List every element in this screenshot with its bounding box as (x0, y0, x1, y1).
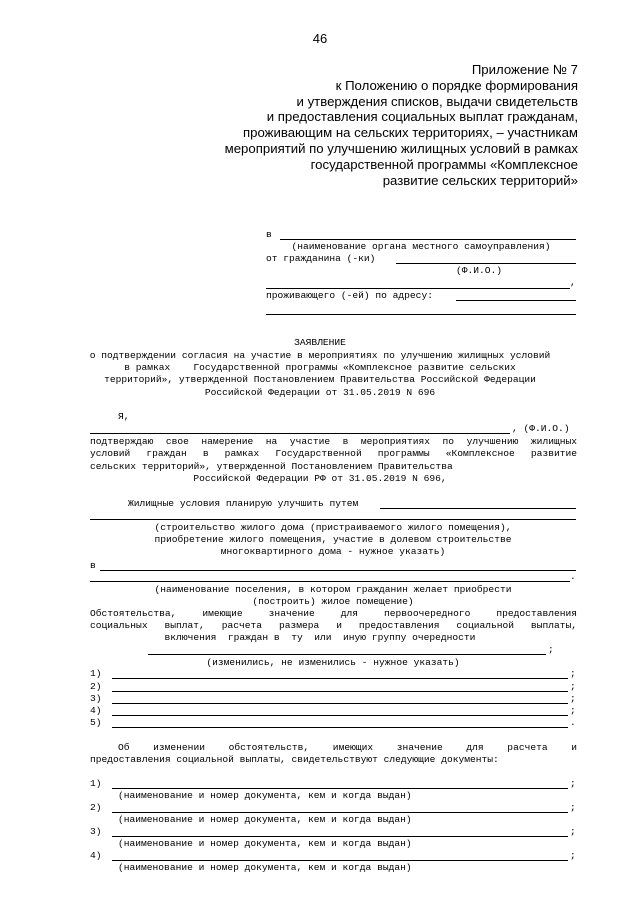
circumstances-line: социальных выплат, расчета размера и предоставления социальной выплаты, (90, 620, 577, 631)
list-item-end: ; (570, 681, 576, 692)
comma: , (570, 277, 576, 288)
confirm-line: подтверждаю свое намерение на участие в мероприятиях по улучшению жилищных (90, 436, 577, 447)
appendix-line: и утверждения списков, выдачи свидетельств (296, 93, 578, 109)
list-item-number: 4) (90, 705, 102, 716)
fio-hint: (Ф.И.О.) (456, 265, 503, 276)
confirm-line: сельских территорий», утвержденной Постановлением Правительства (90, 461, 453, 472)
appendix-line: развитие сельских территорий» (382, 172, 578, 188)
doc-hint: (наименование и номер документа, кем и когда выдан) (118, 862, 412, 873)
docs-line: Об изменении обстоятельств, имеющих значение для расчета и (118, 742, 577, 753)
circumstances-line: Обстоятельства, имеющие значение для первоочередного предоставления (90, 608, 577, 619)
appendix-header (158, 62, 578, 188)
to-prefix: в (266, 229, 272, 240)
organ-hint: (наименование органа местного самоуправления) (291, 241, 551, 252)
confirm-line: условий граждан в рамках Государственной программы «Комплексное развитие (90, 448, 577, 459)
list-item-field[interactable] (112, 703, 568, 704)
settlement-field-2[interactable] (90, 581, 570, 582)
doc-end: ; (570, 778, 576, 789)
changed-hint: (изменились, не изменились - нужное указать) (206, 657, 460, 668)
period: . (570, 571, 576, 582)
in-prefix: в (90, 560, 96, 571)
ya-label: Я, (118, 411, 130, 422)
settlement-hint: (наименование поселения, в котором гражданин желает приобрести (154, 584, 512, 595)
appendix-line: государственной программы «Комплексное (310, 156, 578, 172)
page-number: 46 (312, 31, 328, 46)
list-item-end: ; (570, 693, 576, 704)
plan-hint: (строительство жилого дома (пристраиваемого жилого помещения), (154, 522, 512, 533)
list-item-end: ; (570, 705, 576, 716)
list-item-number: 2) (90, 681, 102, 692)
doc-hint: (наименование и номер документа, кем и когда выдан) (118, 838, 412, 849)
appendix-line: Приложение № 7 (471, 62, 578, 77)
semicolon: ; (548, 644, 554, 655)
confirm-last: Российской Федерации РФ от 31.05.2019 N 696, (193, 473, 447, 484)
fio-suffix: , (Ф.И.О.) (512, 423, 570, 434)
address-field-2[interactable] (266, 314, 576, 315)
doc-field[interactable] (112, 860, 568, 861)
doc-end: ; (570, 850, 576, 861)
citizen-name-field[interactable] (396, 263, 576, 264)
plan-field-2[interactable] (90, 519, 576, 520)
organ-name-field[interactable] (280, 239, 576, 240)
appendix-line: к Положению о порядке формирования (335, 77, 578, 93)
doc-hint: (наименование и номер документа, кем и когда выдан) (118, 790, 412, 801)
plan-hint: многоквартирного дома - нужное указать) (220, 546, 446, 557)
doc-hint: (наименование и номер документа, кем и когда выдан) (118, 814, 412, 825)
doc-item-number: 1) (90, 778, 102, 789)
settlement-field[interactable] (100, 570, 576, 571)
applicant-name-field[interactable] (90, 433, 510, 434)
circumstances-last: включения граждан в ту или иную группу очередности (164, 632, 476, 643)
appendix-line: мероприятий по улучшению жилищных условий в рамках (224, 140, 578, 156)
list-item-number: 1) (90, 668, 102, 679)
list-item-field[interactable] (112, 678, 568, 679)
citizen-name-field-2[interactable] (266, 288, 570, 289)
docs-last: предоставления социальной выплаты, свидетельствуют следующие документы: (90, 754, 499, 765)
plan-hint: приобретение жилого помещения, участие в долевом строительстве (154, 534, 512, 545)
title-line: территорий», утвержденной Постановлением Правительства Российской Федерации (104, 374, 536, 385)
plan-text: Жилищные условия планирую улучшить путем (128, 498, 359, 509)
doc-item-number: 2) (90, 802, 102, 813)
address-label: проживающего (-ей) по адресу: (266, 290, 433, 301)
list-item-number: 3) (90, 693, 102, 704)
address-field[interactable] (456, 300, 576, 301)
doc-item-number: 4) (90, 850, 102, 861)
list-item-field[interactable] (112, 715, 568, 716)
doc-end: ; (570, 826, 576, 837)
settlement-hint: (построить) жилое помещение) (252, 596, 414, 607)
list-item-field[interactable] (112, 727, 568, 728)
doc-field[interactable] (112, 812, 568, 813)
from-label: от гражданина (-ки) (266, 253, 376, 264)
list-item-field[interactable] (112, 691, 568, 692)
title-line: о подтверждении согласия на участие в мероприятиях по улучшению жилищных условий (89, 350, 551, 361)
title-line: Российской Федерации от 31.05.2019 N 696 (204, 387, 436, 398)
appendix-line: проживающим на сельских территориях, – участникам (243, 125, 578, 141)
list-item-end: . (570, 717, 576, 728)
appendix-line: и предоставления социальных выплат гражданам, (266, 109, 578, 125)
list-item-number: 5) (90, 717, 102, 728)
plan-field[interactable] (380, 508, 576, 509)
doc-end: ; (570, 802, 576, 813)
title-heading: ЗАЯВЛЕНИЕ (294, 337, 346, 348)
doc-field[interactable] (112, 836, 568, 837)
list-item-end: ; (570, 668, 576, 679)
doc-item-number: 3) (90, 826, 102, 837)
changed-field[interactable] (148, 654, 546, 655)
title-line: в рамках Государственной программы «Комплексное развитие сельских (124, 362, 516, 373)
doc-field[interactable] (112, 788, 568, 789)
